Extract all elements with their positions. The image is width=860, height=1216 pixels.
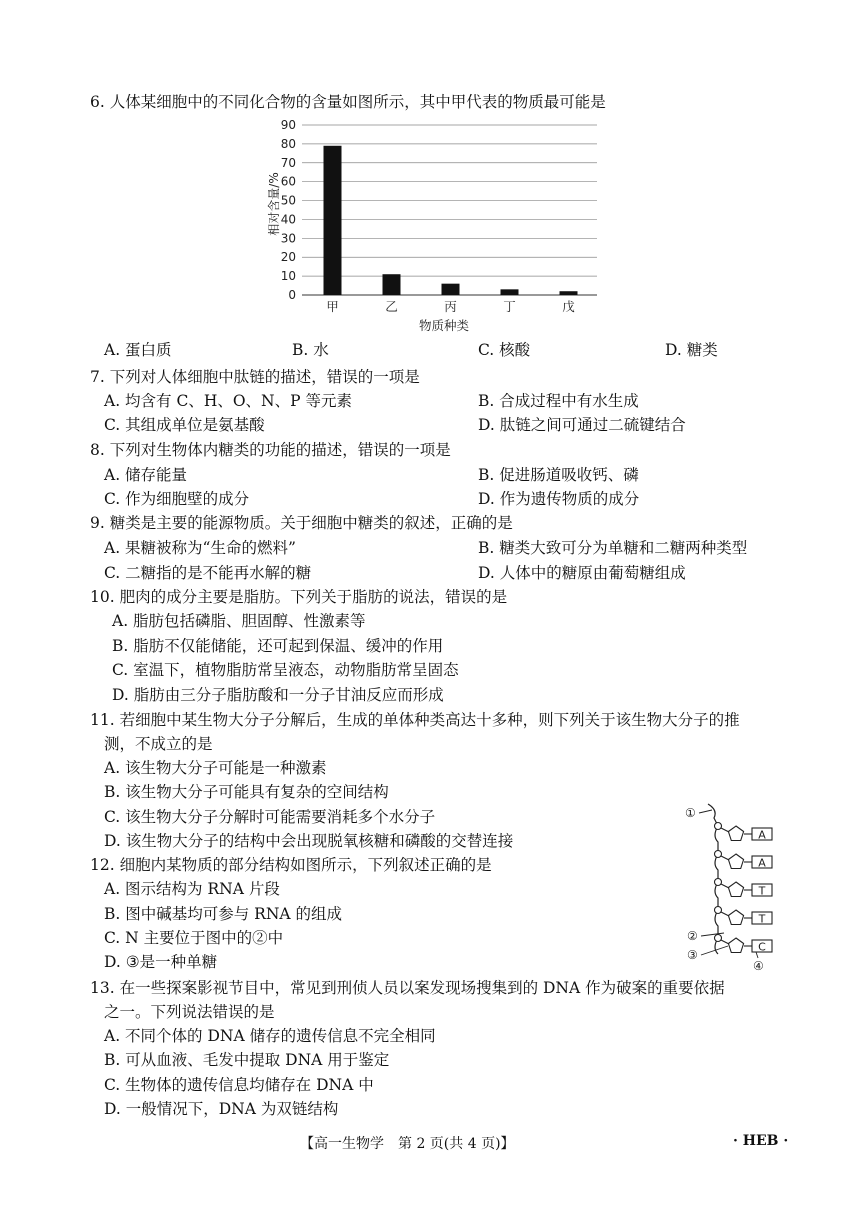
bar-4: [560, 291, 578, 295]
phosphate-circle: [715, 823, 722, 830]
bond-line: [721, 912, 729, 916]
base-label: C: [758, 940, 766, 954]
y-tick-label: 0: [288, 288, 296, 302]
sugar-pentagon: [728, 910, 743, 925]
x-tick-label: 乙: [385, 299, 398, 314]
base-label: A: [758, 828, 766, 842]
y-tick-label: 30: [280, 231, 296, 246]
y-tick-label: 70: [280, 155, 296, 170]
q12-option-a: A. 图示结构为 RNA 片段: [104, 880, 280, 898]
marker-leader-line: [699, 810, 712, 813]
marker-1: ①: [685, 806, 696, 820]
q6-stem: 6. 人体某细胞中的不同化合物的含量如图所示，其中甲代表的物质最可能是: [90, 93, 606, 111]
bond-line: [721, 856, 729, 860]
bond-line: [721, 828, 729, 832]
q8-option-b: B. 促进肠道吸收钙、磷: [478, 466, 639, 484]
x-tick-label: 丁: [503, 299, 516, 314]
bar-3: [501, 289, 519, 295]
bar-0: [324, 146, 342, 295]
sugar-pentagon: [728, 938, 743, 953]
chart-bars: [324, 146, 578, 295]
q10-option-c: C. 室温下，植物脂肪常呈液态，动物脂肪常呈固态: [112, 661, 459, 679]
phosphate-circle: [715, 935, 722, 942]
y-tick-label: 20: [280, 250, 296, 265]
marker-2: ②: [687, 929, 698, 943]
base-label: T: [758, 912, 766, 926]
sugar-pentagon: [728, 854, 743, 869]
q10-option-d: D. 脂肪由三分子脂肪酸和一分子甘油反应而形成: [112, 686, 444, 704]
chart-x-axis-label: 物质种类: [418, 318, 470, 333]
q9-stem: 9. 糖类是主要的能源物质。关于细胞中糖类的叙述，正确的是: [90, 514, 513, 532]
q9-option-b: B. 糖类大致可分为单糖和二糖两种类型: [478, 539, 748, 557]
bar-chart: [262, 112, 612, 340]
y-tick-label: 60: [280, 174, 296, 189]
chart-y-ticks: [281, 118, 296, 302]
q8-option-a: A. 储存能量: [104, 466, 188, 484]
q9-option-c: C. 二糖指的是不能再水解的糖: [104, 564, 312, 582]
x-tick-label: 戊: [562, 299, 575, 314]
q13-stem-line1: 13. 在一些探案影视节目中，常见到刑侦人员以案发现场搜集到的 DNA 作为破案的重要依据: [90, 979, 725, 997]
q9-option-d: D. 人体中的糖原由葡萄糖组成: [478, 564, 686, 582]
q7-option-c: C. 其组成单位是氨基酸: [104, 416, 265, 434]
page-footer-label: 【高一生物学 第 2 页(共 4 页)】: [300, 1136, 515, 1152]
phosphate-circle: [715, 879, 722, 886]
phosphate-circle: [715, 851, 722, 858]
dna-backbone: [699, 804, 758, 958]
q8-stem: 8. 下列对生物体内糖类的功能的描述，错误的一项是: [90, 441, 451, 459]
q11-option-b: B. 该生物大分子可能具有复杂的空间结构: [104, 783, 389, 801]
chart-y-axis-label: 相对含量/%: [267, 172, 281, 236]
chart-x-ticks: [326, 299, 575, 314]
marker-3: ③: [687, 948, 698, 962]
page-footer-code: · HEB ·: [733, 1133, 789, 1149]
phosphate-circle: [715, 907, 722, 914]
q6-option-a: A. 蛋白质: [104, 341, 172, 359]
q11-stem-line1: 11. 若细胞中某生物大分子分解后，生成的单体种类高达十多种，则下列关于该生物大分子的推: [90, 711, 740, 729]
q6-option-d: D. 糖类: [665, 341, 718, 359]
q7-option-b: B. 合成过程中有水生成: [478, 392, 639, 410]
bond-line: [721, 940, 729, 944]
sugar-pentagon: [728, 826, 743, 841]
q12-stem: 12. 细胞内某物质的部分结构如图所示，下列叙述正确的是: [90, 856, 492, 874]
base-label: A: [758, 856, 766, 870]
y-tick-label: 50: [280, 193, 296, 208]
q10-option-a: A. 脂肪包括磷脂、胆固醇、性激素等: [112, 612, 366, 630]
chart-grid: [302, 125, 597, 295]
q12-option-b: B. 图中碱基均可参与 RNA 的组成: [104, 905, 343, 923]
dna-nucleotides: [715, 823, 773, 954]
y-tick-label: 10: [280, 269, 296, 284]
q8-option-d: D. 作为遗传物质的成分: [478, 490, 640, 508]
q7-option-d: D. 肽链之间可通过二硫键结合: [478, 416, 686, 434]
y-tick-label: 80: [280, 136, 296, 151]
q13-option-b: B. 可从血液、毛发中提取 DNA 用于鉴定: [104, 1051, 390, 1069]
q7-option-a: A. 均含有 C、H、O、N、P 等元素: [104, 392, 352, 410]
base-label: T: [758, 884, 766, 898]
y-tick-label: 90: [280, 118, 296, 132]
q12-option-d: D. ③是一种单糖: [104, 953, 218, 971]
q12-option-c: C. N 主要位于图中的②中: [104, 929, 284, 947]
q8-option-c: C. 作为细胞壁的成分: [104, 490, 250, 508]
q10-stem: 10. 肥肉的成分主要是脂肪。下列关于脂肪的说法，错误的是: [90, 588, 508, 606]
q7-stem: 7. 下列对人体细胞中肽链的描述，错误的一项是: [90, 368, 420, 386]
q11-stem-line2: 测，不成立的是: [104, 735, 213, 753]
q10-option-b: B. 脂肪不仅能储能，还可起到保温、缓冲的作用: [112, 637, 444, 655]
q11-option-a: A. 该生物大分子可能是一种激素: [104, 759, 327, 777]
sugar-pentagon: [728, 882, 743, 897]
q6-option-b: B. 水: [292, 341, 329, 359]
q6-option-c: C. 核酸: [478, 341, 531, 359]
q13-option-c: C. 生物体的遗传信息均储存在 DNA 中: [104, 1076, 374, 1094]
q13-option-d: D. 一般情况下，DNA 为双链结构: [104, 1100, 339, 1118]
q13-stem-line2: 之一。下列说法错误的是: [104, 1003, 275, 1021]
q11-option-d: D. 该生物大分子的结构中会出现脱氧核糖和磷酸的交替连接: [104, 832, 514, 850]
bar-2: [442, 284, 460, 295]
bond-line: [721, 884, 729, 888]
q13-option-a: A. 不同个体的 DNA 储存的遗传信息不完全相同: [104, 1027, 436, 1045]
y-tick-label: 40: [280, 212, 296, 227]
x-tick-label: 甲: [326, 299, 339, 314]
q9-option-a: A. 果糖被称为“生命的燃料”: [104, 539, 296, 557]
bar-1: [383, 274, 401, 295]
dna-structure-diagram: [684, 800, 794, 980]
x-tick-label: 丙: [444, 299, 457, 314]
marker-4: ④: [753, 959, 764, 973]
q11-option-c: C. 该生物大分子分解时可能需要消耗多个水分子: [104, 808, 436, 826]
